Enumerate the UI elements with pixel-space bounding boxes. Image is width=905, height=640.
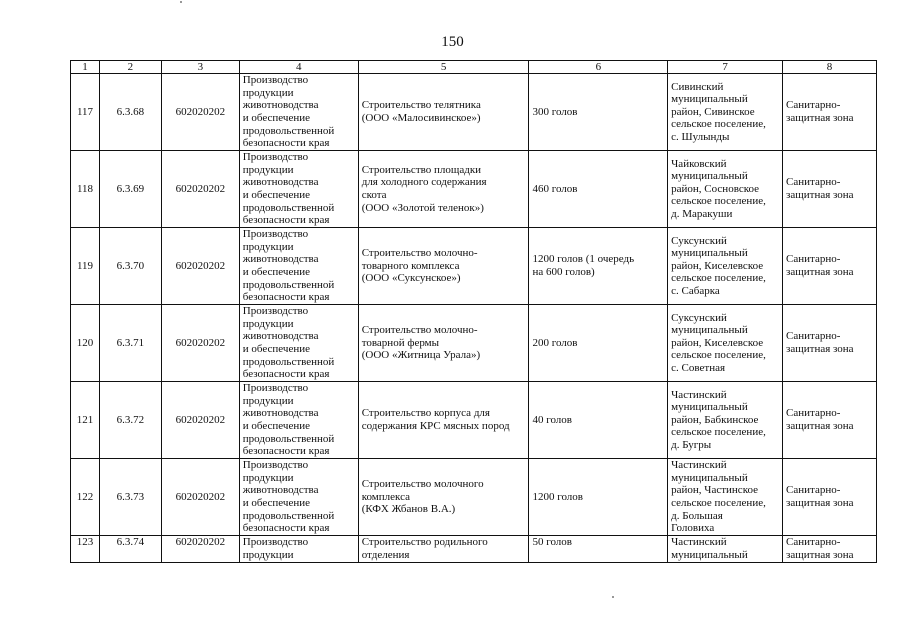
capacity-cell: 200 голов — [529, 305, 668, 382]
row-number-cell: 121 — [71, 382, 100, 459]
purpose-cell: Производство продукции — [239, 536, 358, 563]
program-code-cell: 602020202 — [161, 382, 239, 459]
purpose-cell: Производство продукции животноводства и обеспечение продовольственной безопасности края — [239, 305, 358, 382]
code-cell: 6.3.73 — [99, 459, 161, 536]
column-number: 5 — [358, 61, 529, 74]
purpose-cell: Производство продукции животноводства и обеспечение продовольственной безопасности края — [239, 228, 358, 305]
program-code-cell: 602020202 — [161, 151, 239, 228]
location-cell: Чайковский муниципальный район, Сосновское сельское поселение, д. Маракуши — [668, 151, 783, 228]
table-row — [71, 74, 877, 151]
column-number: 2 — [99, 61, 161, 74]
row-number-cell: 123 — [71, 536, 100, 563]
program-code-cell: 602020202 — [161, 74, 239, 151]
column-number-row — [71, 61, 877, 74]
program-code-cell: 602020202 — [161, 228, 239, 305]
capacity-cell: 50 голов — [529, 536, 668, 563]
object-cell: Строительство родильного отделения — [358, 536, 529, 563]
column-number: 3 — [161, 61, 239, 74]
objects-table — [70, 60, 877, 563]
zone-cell: Санитарно- защитная зона — [783, 459, 877, 536]
capacity-cell: 40 голов — [529, 382, 668, 459]
object-cell: Строительство площадки для холодного содержания скота (ООО «Золотой теленок») — [358, 151, 529, 228]
object-cell: Строительство корпуса для содержания КРС мясных пород — [358, 382, 529, 459]
zone-cell: Санитарно- защитная зона — [783, 382, 877, 459]
code-cell: 6.3.70 — [99, 228, 161, 305]
zone-cell: Санитарно- защитная зона — [783, 228, 877, 305]
zone-cell: Санитарно- защитная зона — [783, 305, 877, 382]
purpose-cell: Производство продукции животноводства и обеспечение продовольственной безопасности края — [239, 151, 358, 228]
zone-cell: Санитарно- защитная зона — [783, 536, 877, 563]
column-number: 1 — [71, 61, 100, 74]
table-row — [71, 459, 877, 536]
code-cell: 6.3.72 — [99, 382, 161, 459]
program-code-cell: 602020202 — [161, 536, 239, 563]
row-number-cell: 117 — [71, 74, 100, 151]
table-row — [71, 228, 877, 305]
code-cell: 6.3.74 — [99, 536, 161, 563]
scan-speck — [180, 1, 182, 3]
object-cell: Строительство молочно- товарной фермы (ООО «Житница Урала») — [358, 305, 529, 382]
object-cell: Строительство молочно- товарного комплекса (ООО «Суксунское») — [358, 228, 529, 305]
row-number-cell: 119 — [71, 228, 100, 305]
table-row — [71, 305, 877, 382]
location-cell: Сивинский муниципальный район, Сивинское сельское поселение, с. Шулынды — [668, 74, 783, 151]
program-code-cell: 602020202 — [161, 459, 239, 536]
column-number: 6 — [529, 61, 668, 74]
location-cell: Суксунский муниципальный район, Киселевское сельское поселение, с. Советная — [668, 305, 783, 382]
capacity-cell: 1200 голов (1 очередь на 600 голов) — [529, 228, 668, 305]
table-row — [71, 151, 877, 228]
capacity-cell: 460 голов — [529, 151, 668, 228]
location-cell: Частинский муниципальный — [668, 536, 783, 563]
zone-cell: Санитарно- защитная зона — [783, 74, 877, 151]
row-number-cell: 118 — [71, 151, 100, 228]
purpose-cell: Производство продукции животноводства и обеспечение продовольственной безопасности края — [239, 459, 358, 536]
table-row — [71, 536, 877, 563]
purpose-cell: Производство продукции животноводства и обеспечение продовольственной безопасности края — [239, 74, 358, 151]
column-number: 4 — [239, 61, 358, 74]
zone-cell: Санитарно- защитная зона — [783, 151, 877, 228]
location-cell: Частинский муниципальный район, Бабкинское сельское поселение, д. Бугры — [668, 382, 783, 459]
column-number: 7 — [668, 61, 783, 74]
page-number: 150 — [441, 34, 464, 50]
capacity-cell: 1200 голов — [529, 459, 668, 536]
program-code-cell: 602020202 — [161, 305, 239, 382]
object-cell: Строительство молочного комплекса (КФХ Жбанов В.А.) — [358, 459, 529, 536]
column-number: 8 — [783, 61, 877, 74]
code-cell: 6.3.68 — [99, 74, 161, 151]
capacity-cell: 300 голов — [529, 74, 668, 151]
object-cell: Строительство телятника (ООО «Малосивинское») — [358, 74, 529, 151]
location-cell: Частинский муниципальный район, Частинское сельское поселение, д. Большая Головиха — [668, 459, 783, 536]
code-cell: 6.3.71 — [99, 305, 161, 382]
scan-speck — [612, 596, 614, 598]
code-cell: 6.3.69 — [99, 151, 161, 228]
row-number-cell: 120 — [71, 305, 100, 382]
location-cell: Суксунский муниципальный район, Киселевское сельское поселение, с. Сабарка — [668, 228, 783, 305]
purpose-cell: Производство продукции животноводства и обеспечение продовольственной безопасности края — [239, 382, 358, 459]
row-number-cell: 122 — [71, 459, 100, 536]
table-row — [71, 382, 877, 459]
